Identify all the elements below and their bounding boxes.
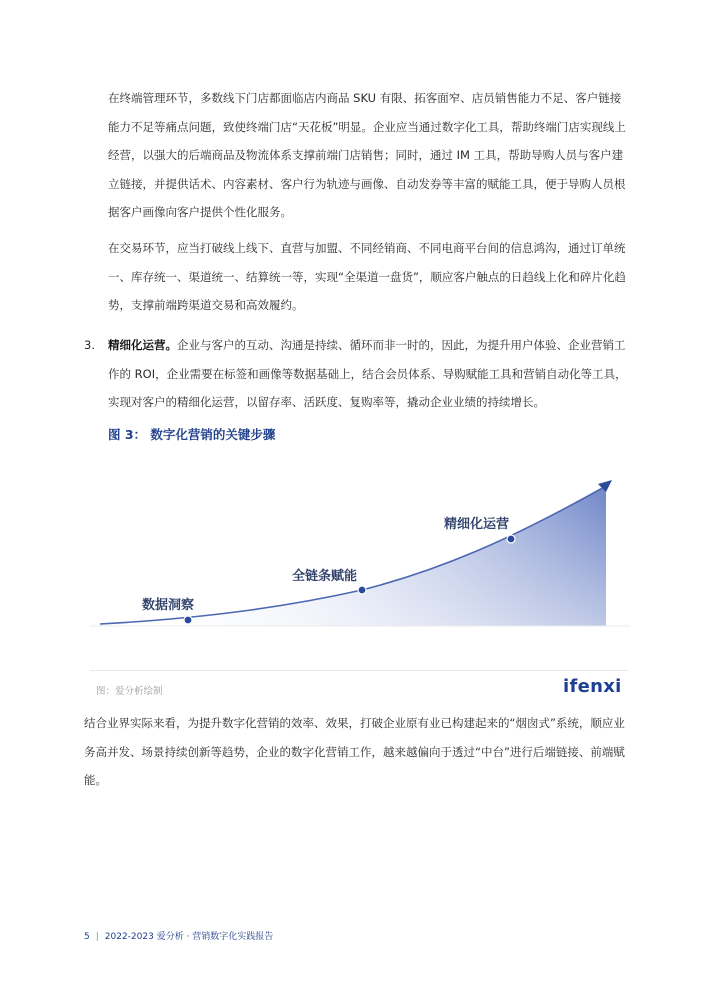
figure-divider <box>90 670 628 671</box>
list-item-text: 企业与客户的互动、沟通是持续、循环而非一时的，因此，为提升用户体验、企业营销工作的 ROI，企业需要在标签和画像等数据基础上，结合会员体系、导购赋能工具和营销自动化等工具，实现对客户的精细化运营，以留存率、活跃度、复购率等，撬动企业业绩的持续增长。 <box>108 338 627 409</box>
figure-title: 图 3： 数字化营销的关键步骤 <box>108 427 276 442</box>
steps-chart <box>90 458 630 668</box>
page-number: 5 <box>84 932 90 942</box>
ifenxi-logo: ifenxi <box>563 676 622 697</box>
step-marker-data-insight <box>184 616 192 624</box>
footer-separator: | <box>95 932 99 942</box>
list-item-refined-operation <box>108 331 628 417</box>
footer-text: 2022-2023 爱分析 · 营销数字化实践报告 <box>104 932 274 942</box>
step-marker-full-chain <box>358 586 366 594</box>
list-item-lead: 精细化运营。 <box>108 338 177 352</box>
figure-source: 图：爱分析绘制 <box>96 686 163 697</box>
list-number: 3. <box>84 338 95 352</box>
page-footer <box>84 929 273 942</box>
paragraph-terminal-management: 在终端管理环节，多数线下门店都面临店内商品 SKU 有限、拓客面窄、店员销售能力不足、客户链接能力不足等痛点问题，致使终端门店“天花板”明显。企业应当通过数字化工具，帮助终端门店实现线上经营，以强大的后端商品及物流体系支撑前端门店销售；同时，通过 IM 工具，帮助导购人员与客户建立链接，并提供话术、内容素材、客户行为轨迹与画像、自动发券等丰富的赋能工具，便于导购人员根据客户画像向客户提供个性化服务。 <box>108 91 626 219</box>
step-label-data-insight: 数据洞察 <box>142 598 195 613</box>
step-label-full-chain: 全链条赋能 <box>292 569 358 584</box>
step-label-refined-operation: 精细化运营 <box>444 517 510 532</box>
paragraph-conclusion: 结合业界实际来看，为提升数字化营销的效率、效果，打破企业原有业已构建起来的“烟囱式”系统，顺应业务高并发、场景持续创新等趋势，企业的数字化营销工作，越来越偏向于透过“中台”进行后端链接、前端赋能。 <box>84 716 625 787</box>
step-marker-refined-operation <box>507 535 515 543</box>
paragraph-transaction: 在交易环节，应当打破线上线下、直营与加盟、不同经销商、不同电商平台间的信息鸿沟，通过订单统一、库存统一、渠道统一、结算统一等，实现“全渠道一盘货”，顺应客户触点的日趋线上化和碎片化趋势，支撑前端跨渠道交易和高效履约。 <box>108 241 626 312</box>
